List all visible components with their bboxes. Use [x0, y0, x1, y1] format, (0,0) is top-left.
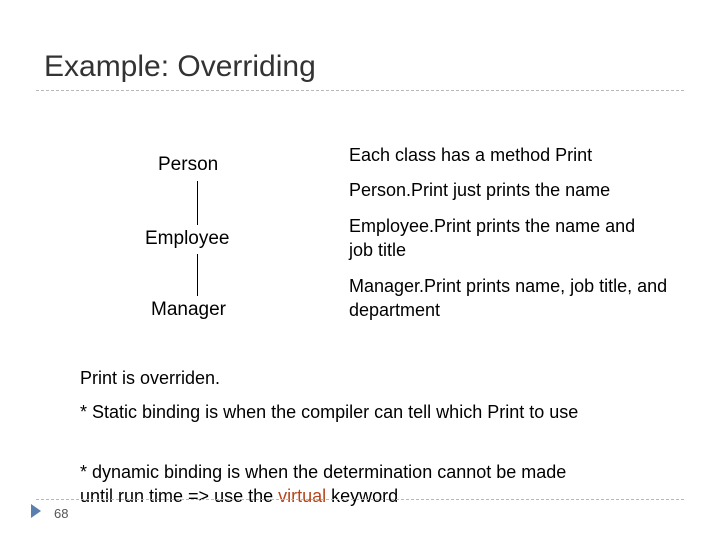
body-text-segment: * dynamic binding is when the determination cannot be made until run time => use the	[80, 462, 567, 506]
page-number: 68	[54, 506, 69, 521]
body-line: Print is overriden.	[80, 368, 221, 388]
class-node-manager: Manager	[151, 299, 226, 320]
title-divider	[36, 90, 684, 91]
inheritance-line	[197, 181, 198, 225]
virtual-keyword: virtual	[278, 486, 327, 506]
class-node-person: Person	[158, 154, 219, 175]
slide-title: Example: Overriding	[44, 50, 316, 83]
page-marker-icon	[31, 504, 41, 518]
body-line	[80, 460, 580, 508]
class-node-employee: Employee	[145, 228, 230, 249]
footer-divider	[36, 499, 684, 500]
bullet-text: Each class has a method Print	[349, 145, 593, 165]
inheritance-line	[197, 254, 198, 296]
bullet-text: Manager.Print prints name, job title, and department	[349, 276, 668, 320]
bullet-text: Employee.Print prints the name and job title	[349, 216, 636, 260]
bullet-text: Person.Print just prints the name	[349, 180, 611, 200]
body-text-segment: keyword	[326, 486, 399, 506]
body-line: * Static binding is when the compiler can tell which Print to use	[80, 402, 579, 422]
